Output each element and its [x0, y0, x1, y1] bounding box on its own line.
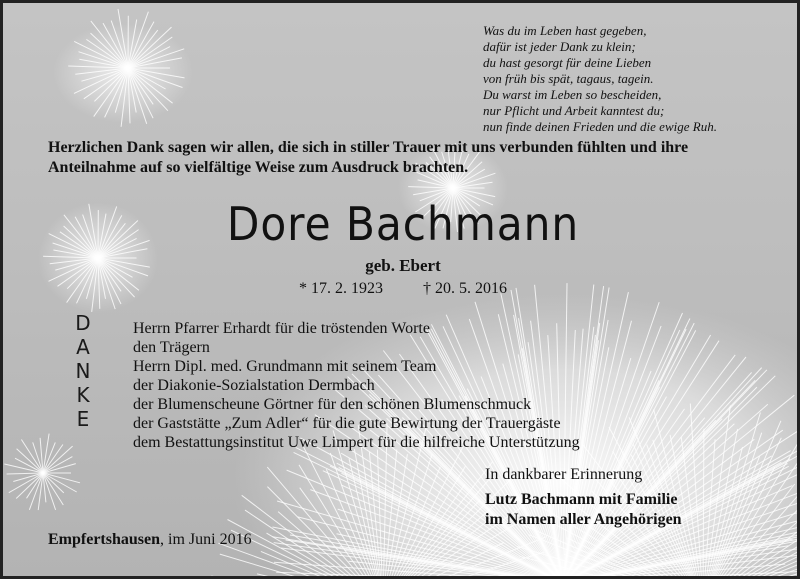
death-date: † 20. 5. 2016	[423, 280, 507, 297]
poem-line: nur Pflicht und Arbeit kanntest du;	[483, 103, 665, 118]
list-item: Herrn Pfarrer Erhardt für die tröstenden Worte	[133, 320, 430, 337]
thanks-paragraph: Herzlichen Dank sagen wir allen, die sich in stiller Trauer mit uns verbunden fühlten und ihre Anteilnahme auf so vielfältige Weise zum Ausdruck brachten.	[48, 139, 689, 176]
closing-block	[485, 465, 785, 530]
place-and-date	[48, 530, 252, 550]
life-dates	[3, 279, 800, 299]
danke-letter: A	[76, 335, 90, 359]
signature-line: Lutz Bachmann mit Familie	[485, 491, 678, 508]
birth-name: geb. Ebert	[365, 256, 441, 275]
danke-vertical-word	[69, 311, 97, 431]
danke-letter: K	[76, 383, 90, 407]
memorial-poem	[483, 23, 783, 135]
poem-line: Was du im Leben hast gegeben,	[483, 23, 647, 38]
poem-line: Du warst im Leben so bescheiden,	[483, 87, 662, 102]
deceased-name: Dore Bachmann	[226, 197, 580, 251]
birth-date: * 17. 2. 1923	[299, 280, 383, 297]
place-date: , im Juni 2016	[160, 531, 252, 548]
list-item: Herrn Dipl. med. Grundmann mit seinem Team	[133, 358, 437, 375]
list-item: den Trägern	[133, 339, 210, 356]
signature-line: im Namen aller Angehörigen	[485, 511, 682, 528]
poem-line: von früh bis spät, tagaus, tagein.	[483, 71, 654, 86]
list-item: dem Bestattungsinstitut Uwe Limpert für die hilfreiche Unterstützung	[133, 434, 580, 451]
thank-list	[133, 319, 733, 452]
list-item: der Blumenscheune Görtner für den schönen Blumenschmuck	[133, 396, 532, 413]
poem-line: nun finde deinen Frieden und die ewige Ruh.	[483, 119, 717, 134]
poem-line: du hast gesorgt für deine Lieben	[483, 55, 652, 70]
danke-letter: E	[76, 407, 90, 431]
danke-letter: D	[75, 311, 91, 335]
list-item: der Diakonie-Sozialstation Dermbach	[133, 377, 375, 394]
danke-letter: N	[75, 359, 91, 383]
poem-line: dafür ist jeder Dank zu klein;	[483, 39, 636, 54]
closing-regards: In dankbarer Erinnerung	[485, 466, 643, 483]
list-item: der Gaststätte „Zum Adler“ für die gute Bewirtung der Trauergäste	[133, 415, 561, 432]
place-town: Empfertshausen	[48, 531, 161, 548]
